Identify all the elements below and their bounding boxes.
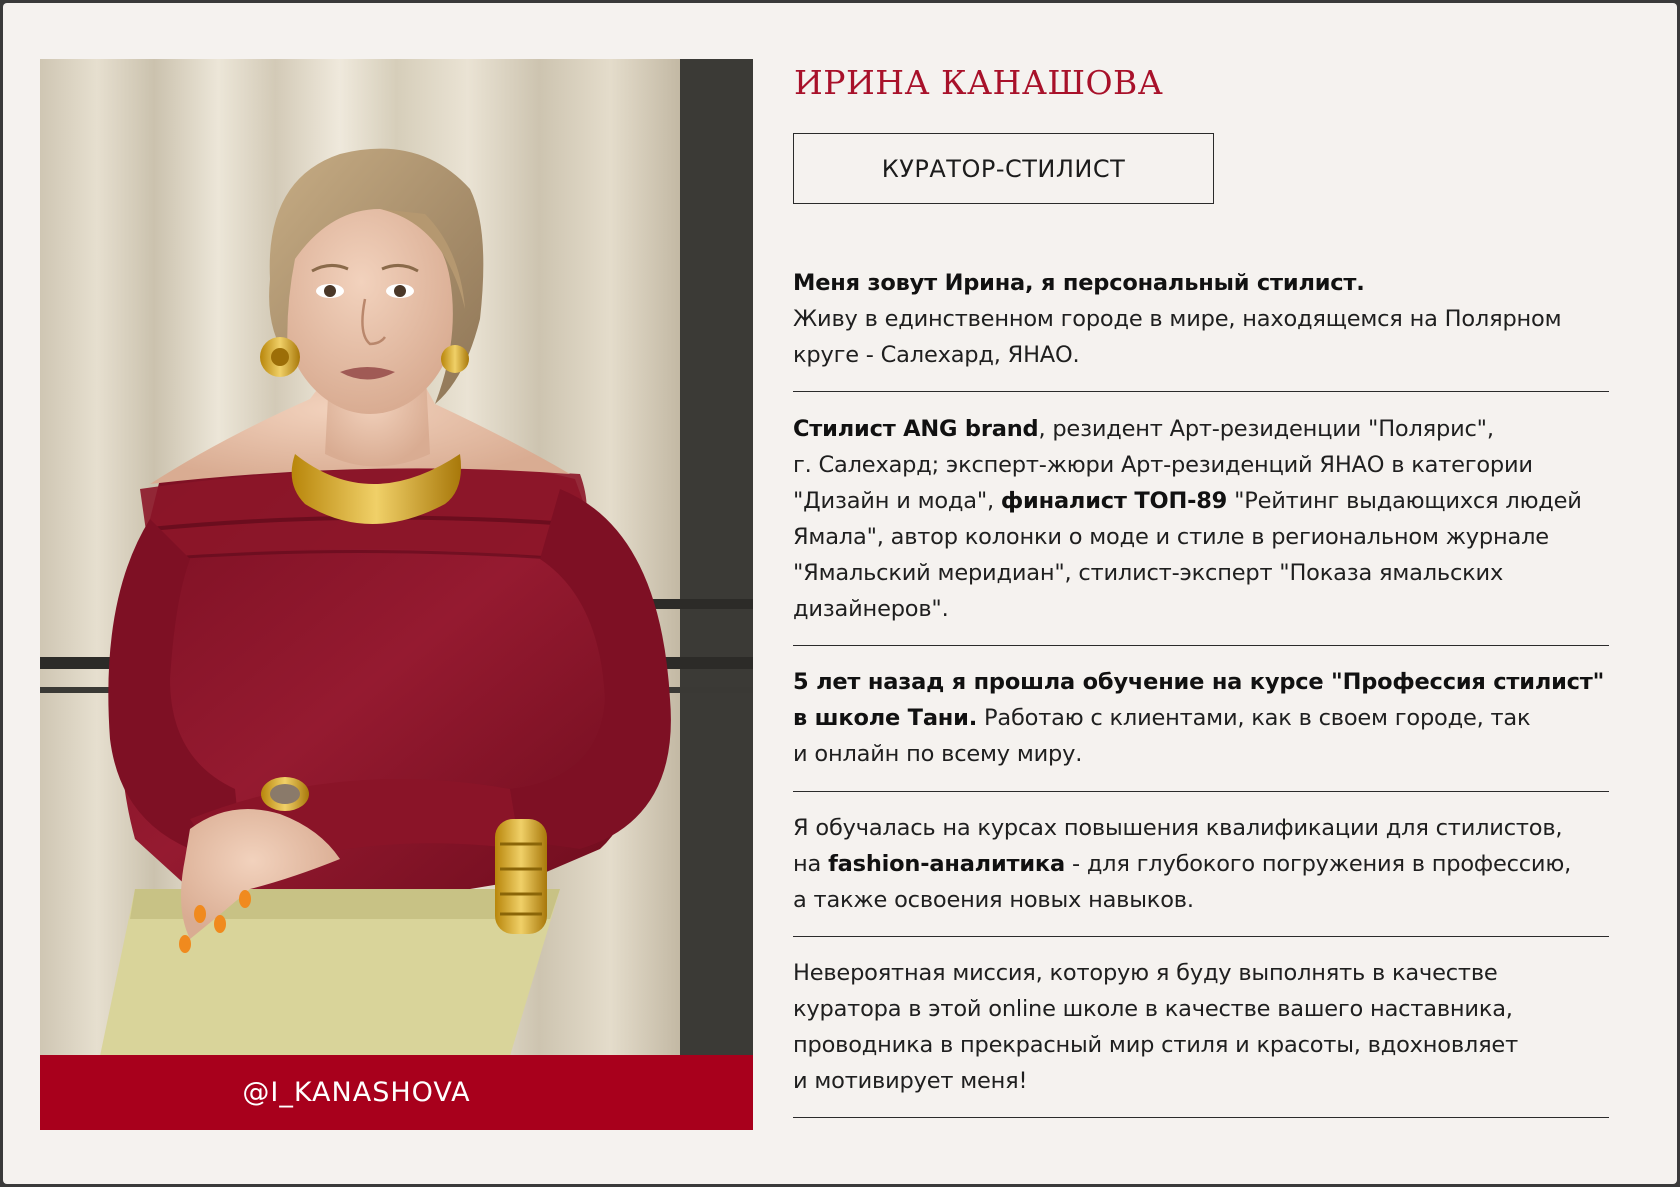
bio-line <box>793 555 1609 591</box>
bio-line <box>793 1027 1609 1063</box>
bio-line <box>793 337 1609 373</box>
bio-sections <box>793 265 1609 1118</box>
bio-text: , резидент Арт-резиденции "Полярис", <box>1038 416 1494 442</box>
bio-text: Работаю с клиентами, как в своем городе, так <box>977 705 1531 731</box>
bio-line <box>793 483 1609 519</box>
bio-line <box>793 955 1609 991</box>
bio-text-bold: Меня зовут Ирина, я персональный стилист. <box>793 270 1365 296</box>
bio-text: "Рейтинг выдающихся людей <box>1227 488 1582 514</box>
bio-line <box>793 411 1609 447</box>
bio-line <box>793 700 1609 736</box>
page <box>3 3 1677 1184</box>
bio-text: Живу в единственном городе в мире, находящемся на Полярном <box>793 306 1562 332</box>
bio-text: Ямала", автор колонки о моде и стиле в региональном журнале <box>793 524 1549 550</box>
role-badge <box>793 133 1214 204</box>
bio-line <box>793 591 1609 627</box>
bio-line <box>793 882 1609 918</box>
bio-section <box>793 392 1609 645</box>
bio-text: куратора в этой online школе в качестве вашего наставника, <box>793 996 1513 1022</box>
bio-text: круге - Салехард, ЯНАО. <box>793 342 1080 368</box>
role-label: КУРАТОР-СТИЛИСТ <box>881 154 1126 183</box>
bio-section <box>793 646 1609 791</box>
bio-line <box>793 265 1609 301</box>
bio-text: г. Салехард; эксперт-жюри Арт-резиденций ЯНАО в категории <box>793 452 1533 478</box>
bio-section <box>793 265 1609 391</box>
bio-section <box>793 792 1609 936</box>
portrait-photo-card <box>40 59 753 1130</box>
bio-line <box>793 846 1609 882</box>
bio-text: "Дизайн и мода", <box>793 488 1001 514</box>
bio-line <box>793 1063 1609 1099</box>
bio-line <box>793 447 1609 483</box>
bio-text-bold: fashion-аналитика <box>828 851 1065 877</box>
portrait-photo <box>40 59 753 1056</box>
bio-text: проводника в прекрасный мир стиля и красоты, вдохновляет <box>793 1032 1518 1058</box>
bio-line <box>793 736 1609 772</box>
instagram-handle-bar <box>40 1055 753 1130</box>
bio-line <box>793 991 1609 1027</box>
bio-text-bold: 5 лет назад я прошла обучение на курсе "Профессия стилист" <box>793 669 1605 695</box>
bio-line <box>793 301 1609 337</box>
bio-line <box>793 519 1609 555</box>
bio-line <box>793 664 1609 700</box>
bio-line <box>793 810 1609 846</box>
bio-text-bold: финалист ТОП-89 <box>1000 488 1228 514</box>
bio-section <box>793 937 1609 1117</box>
bio-text: Я обучалась на курсах повышения квалификации для стилистов, <box>793 815 1563 841</box>
section-divider <box>793 1117 1609 1118</box>
bio-text-bold: Стилист ANG brand <box>793 416 1039 442</box>
bio-text: дизайнеров". <box>793 596 949 622</box>
bio-text-bold: в школе Тани. <box>793 705 978 731</box>
curator-name: ИРИНА КАНАШОВА <box>794 63 1164 102</box>
instagram-handle: @I_KANASHOVA <box>242 1077 471 1108</box>
bio-text: и онлайн по всему миру. <box>793 741 1083 767</box>
bio-text: и мотивирует меня! <box>793 1068 1028 1094</box>
bio-text: - для глубокого погружения в профессию, <box>1065 851 1572 877</box>
bio-text: Невероятная миссия, которую я буду выполнять в качестве <box>793 960 1498 986</box>
bio-text: на <box>793 851 829 877</box>
bio-text: а также освоения новых навыков. <box>793 887 1194 913</box>
bio-text: "Ямальский меридиан", стилист-эксперт "Показа ямальских <box>793 560 1504 586</box>
